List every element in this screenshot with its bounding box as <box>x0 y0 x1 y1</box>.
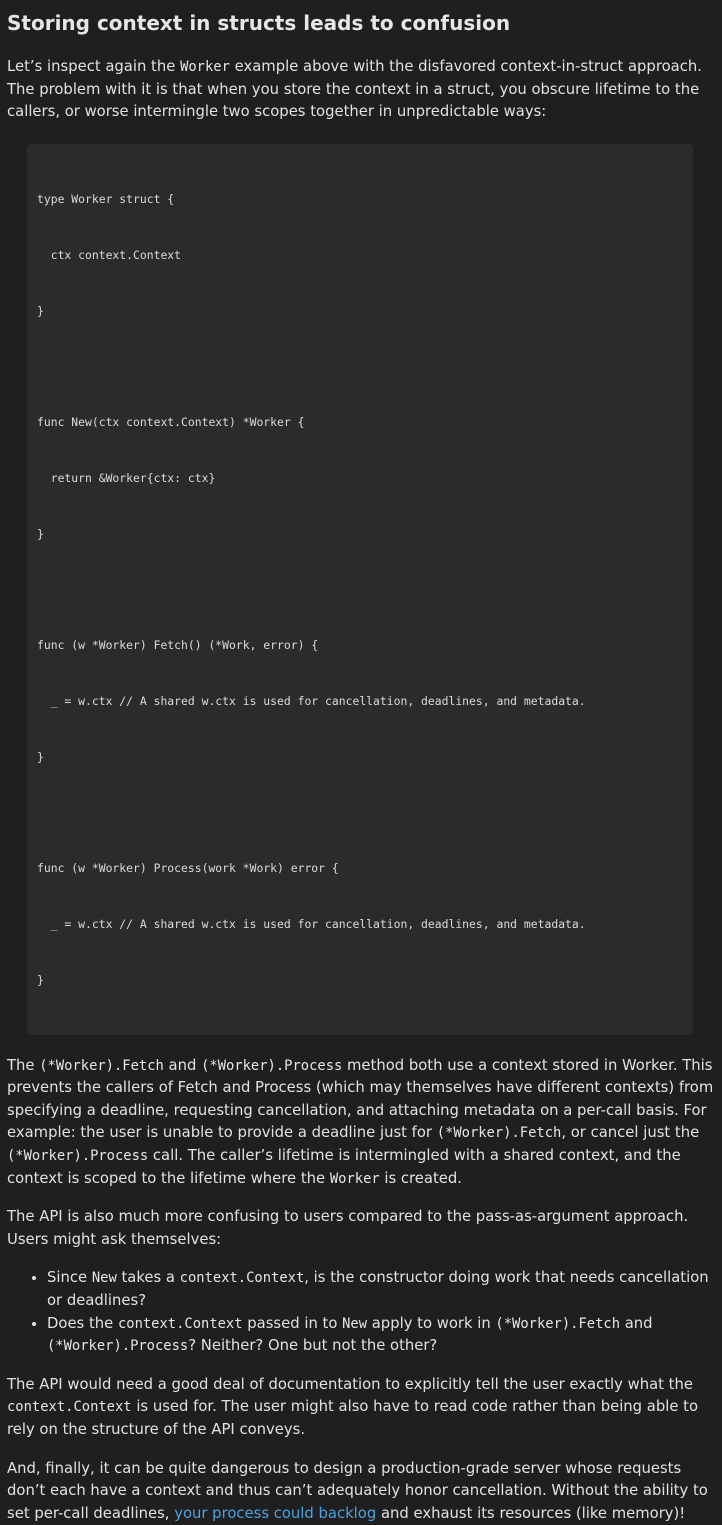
inline-code: context.Context <box>179 1270 305 1287</box>
code-line: _ = w.ctx // A shared w.ctx is used for cancellation, deadlines, and metadata. <box>37 694 586 708</box>
text-run: Since <box>47 1269 92 1287</box>
documentation-paragraph <box>7 1374 715 1442</box>
list-item <box>47 1267 715 1312</box>
code-line <box>37 804 683 823</box>
inline-code: (*Worker).Process <box>201 1057 343 1074</box>
text-run: The <box>7 1056 40 1074</box>
text-run: And, finally, it can be quite dangerous to design a production-grade server whose requests don’t each have a context and thus can’t adequately honor cancellation. Without the ability to set per-call deadlines, <box>7 1459 708 1522</box>
text-run: method both use a context stored in Worker. This prevents the callers of Fetch and Process (which may themselves have different contexts) from specifying a deadline, requesting cancellation, and attaching metadata on a per-call basis. For example: the user is unable to provide a deadline just for <box>7 1056 714 1142</box>
inline-code: (*Worker).Fetch <box>436 1125 562 1142</box>
server-danger-paragraph <box>7 1458 715 1525</box>
inline-code-worker: Worker <box>180 59 230 75</box>
code-line: } <box>37 972 44 987</box>
text-run: and exhaust its resources (like memory)! <box>376 1504 686 1522</box>
text-run: , is the constructor doing work that needs cancellation or deadlines? <box>47 1269 709 1310</box>
inline-code: (*Worker).Fetch <box>39 1057 164 1074</box>
section-heading: Storing context in structs leads to confusion <box>7 11 511 35</box>
text-run: takes a <box>116 1269 180 1287</box>
text-run: is used for. The user might also have to read code rather than being able to rely on the structure of the API conveys. <box>7 1398 699 1438</box>
inline-code: Worker <box>329 1170 380 1187</box>
code-line: ctx context.Context <box>37 247 182 262</box>
code-line <box>37 580 683 599</box>
text-run: apply to work in <box>367 1314 496 1332</box>
inline-code: New <box>342 1315 368 1332</box>
intro-text-2: example above with the disfavored context-in-struct approach. The problem with it is that when you store the context in a struct, you obscure lifetime to the callers, or worse intermingle two scopes together in unpredictable ways: <box>7 58 702 121</box>
question-list <box>7 1267 715 1357</box>
code-line: func (w *Worker) Fetch() (*Work, error) { <box>37 638 319 653</box>
code-line <box>37 357 683 376</box>
intro-paragraph <box>7 56 715 124</box>
inline-code: context.Context <box>117 1315 243 1332</box>
code-line: func New(ctx context.Context) *Worker { <box>37 415 305 430</box>
text-run: Does the <box>47 1314 118 1332</box>
code-line: type Worker struct { <box>37 191 175 206</box>
inline-code: context.Context <box>7 1399 132 1416</box>
text-run: and <box>620 1314 653 1332</box>
inline-code: New <box>91 1270 117 1287</box>
text-run: is created. <box>379 1169 462 1187</box>
code-line: } <box>37 749 44 764</box>
list-item <box>47 1313 715 1358</box>
method-context-paragraph <box>7 1055 715 1191</box>
code-block <box>27 144 693 1035</box>
inline-code: (*Worker).Fetch <box>495 1315 621 1332</box>
code-line: } <box>37 526 44 541</box>
text-run: and <box>163 1056 202 1074</box>
backlog-link[interactable]: your process could backlog <box>174 1504 377 1522</box>
inline-code: (*Worker).Process <box>47 1338 189 1355</box>
code-line: } <box>37 303 44 318</box>
text-run: call. The caller’s lifetime is intermingled with a shared context, and the context is scoped to the lifetime where the <box>7 1147 681 1187</box>
code-line: return &Worker{ctx: ctx} <box>37 470 216 485</box>
text-run: ? Neither? One but not the other? <box>188 1337 438 1355</box>
api-confusion-paragraph: The API is also much more confusing to users compared to the pass-as-argument approach. Users might ask themselves: <box>7 1208 689 1248</box>
text-run: The API would need a good deal of documentation to explicitly tell the user exactly what the <box>7 1375 693 1393</box>
text-run: , or cancel just the <box>561 1124 700 1142</box>
text-run: passed in to <box>242 1314 343 1332</box>
code-line: func (w *Worker) Process(work *Work) error { <box>37 861 339 876</box>
intro-text-1: Let’s inspect again the <box>7 58 181 75</box>
inline-code: (*Worker).Process <box>7 1148 149 1165</box>
code-line: _ = w.ctx // A shared w.ctx is used for cancellation, deadlines, and metadata. <box>37 917 586 932</box>
